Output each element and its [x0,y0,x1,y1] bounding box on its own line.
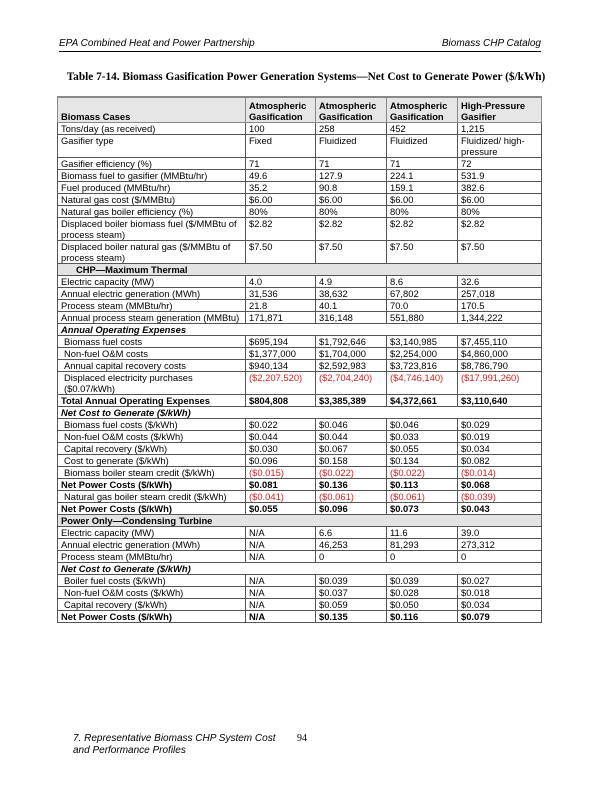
table-cell: $1,377,000 [246,348,316,360]
table-row [58,443,542,455]
table-cell: Biomass fuel costs ($/kWh) [58,419,246,431]
table-row [58,312,542,324]
table-cell: 80% [387,206,458,218]
table-cell: $0.029 [458,419,542,431]
table-row [58,491,542,503]
table-cell: 4.9 [316,276,387,288]
table-cell: $0.055 [387,443,458,455]
table-row [58,419,542,431]
footer-line-2: and Performance Profiles [73,745,186,756]
table-cell: 72 [458,158,542,170]
table-cell: ($2,207,520) [246,372,316,395]
table-row [58,135,542,158]
table-row [58,182,542,194]
table-cell: 170.5 [458,300,542,312]
table-row [58,300,542,312]
table-cell: Net Power Costs ($/kWh) [58,611,246,623]
table-cell: 70.0 [387,300,458,312]
section-header: Annual Operating Expenses [58,324,542,336]
table-cell: $0.068 [458,479,542,491]
table-cell: $0.059 [316,599,387,611]
table-cell: N/A [246,551,316,563]
section-header-chp: CHP—Maximum Thermal [58,264,542,276]
table-cell: Annual capital recovery costs [58,360,246,372]
table-row [58,551,542,563]
table-cell: Cost to generate ($/kWh) [58,455,246,467]
table-cell: $0.019 [458,431,542,443]
table-cell: $0.135 [316,611,387,623]
table-cell: 67,802 [387,288,458,300]
table-cell: $2.82 [387,218,458,241]
section-header-row [58,324,542,336]
table-cell: 0 [316,551,387,563]
table-cell: $3,110,640 [458,395,542,407]
table-cell: $0.073 [387,503,458,515]
table-cell: $0.096 [246,455,316,467]
table-cell: $6.00 [316,194,387,206]
table-cell: $0.030 [246,443,316,455]
table-cell: 452 [387,123,458,135]
table-cell: 224.1 [387,170,458,182]
table-cell: $0.043 [458,503,542,515]
table-cell: 551,880 [387,312,458,324]
table-cell: Net Power Costs ($/kWh) [58,479,246,491]
table-cell: Fluidized/ high-pressure [458,135,542,158]
table-cell: Process steam (MMBtu/hr) [58,300,246,312]
table-cell: $804,808 [246,395,316,407]
table-row [58,360,542,372]
column-header: Atmospheric Gasification [316,97,387,123]
table-cell: 35.2 [246,182,316,194]
table-cell: 80% [316,206,387,218]
table-row [58,276,542,288]
table-cell: Displaced electricity purchases ($0.07/kWh) [58,372,246,395]
table-cell: $3,140,985 [387,336,458,348]
header-right: Biomass CHP Catalog [441,38,541,49]
column-header: High-Pressure Gasifier [458,97,542,123]
table-cell: 382.6 [458,182,542,194]
table-cell: Natural gas boiler efficiency (%) [58,206,246,218]
table-cell: $0.113 [387,479,458,491]
table-cell: 80% [246,206,316,218]
table-row [58,479,542,491]
table-cell: 127.9 [316,170,387,182]
table-cell: N/A [246,599,316,611]
table-cell: ($0.022) [316,467,387,479]
table-cell: 4.0 [246,276,316,288]
table-cell: 11.6 [387,527,458,539]
table-header-row [58,97,542,123]
footer-line-1: 7. Representative Biomass CHP System Cost [73,733,276,744]
section-header: Net Cost to Generate ($/kWh) [58,563,542,575]
table-cell: 258 [316,123,387,135]
table-cell: N/A [246,527,316,539]
table-row [58,455,542,467]
table-cell: ($0.041) [246,491,316,503]
table-cell: $0.158 [316,455,387,467]
table-cell: $0.022 [246,419,316,431]
header-left: EPA Combined Heat and Power Partnership [59,38,255,49]
table-cell: $0.037 [316,587,387,599]
page-header [59,38,541,52]
table-cell: $695,194 [246,336,316,348]
table-cell: $0.050 [387,599,458,611]
table-cell: 31,536 [246,288,316,300]
table-cell: 159.1 [387,182,458,194]
table-row [58,218,542,241]
table-row [58,395,542,407]
table-row [58,467,542,479]
table-cell: $940,134 [246,360,316,372]
table-cell: Displaced boiler natural gas ($/MMBtu of process steam) [58,241,246,264]
table-cell: Net Power Costs ($/kWh) [58,503,246,515]
table-cell: ($0.015) [246,467,316,479]
table-cell: Electric capacity (MW) [58,276,246,288]
table-cell: 32.6 [458,276,542,288]
table-cell: $7,455,110 [458,336,542,348]
table-row [58,587,542,599]
table-cell: Non-fuel O&M costs ($/kWh) [58,587,246,599]
table-row [58,123,542,135]
column-header: Biomass Cases [58,97,246,123]
table-cell: $0.039 [387,575,458,587]
table-cell: ($0.014) [458,467,542,479]
table-cell: Non-fuel O&M costs ($/kWh) [58,431,246,443]
table-cell: $0.134 [387,455,458,467]
table-cell: N/A [246,611,316,623]
table-row [58,611,542,623]
table-row [58,158,542,170]
table-cell: ($0.039) [458,491,542,503]
table-cell: $8,786,790 [458,360,542,372]
table-cell: $0.028 [387,587,458,599]
table-cell: $7.50 [458,241,542,264]
table-cell: 46,253 [316,539,387,551]
table-cell: 80% [458,206,542,218]
table-cell: Capital recovery ($/kWh) [58,443,246,455]
table-cell: $7.50 [387,241,458,264]
table-cell: Annual process steam generation (MMBtu) [58,312,246,324]
table-cell: Boiler fuel costs ($/kWh) [58,575,246,587]
table-cell: Biomass fuel to gasifier (MMBtu/hr) [58,170,246,182]
section-header-row [58,515,542,527]
page-number: 94 [297,733,307,744]
table-cell: Annual electric generation (MWh) [58,539,246,551]
section-header-row [58,264,542,276]
table-row [58,372,542,395]
table-cell: $4,860,000 [458,348,542,360]
table-cell: ($0.061) [387,491,458,503]
table-cell: $4,372,661 [387,395,458,407]
table-cell: $2.82 [316,218,387,241]
table-cell: Annual electric generation (MWh) [58,288,246,300]
table-cell: 21.8 [246,300,316,312]
table-cell: $2,254,000 [387,348,458,360]
table-cell: $0.034 [458,443,542,455]
table-cell: $0.079 [458,611,542,623]
table-row [58,431,542,443]
table-cell: Fluidized [316,135,387,158]
table-cell: $0.096 [316,503,387,515]
table-cell: $0.082 [458,455,542,467]
table-cell: Tons/day (as received) [58,123,246,135]
table-cell: $0.044 [246,431,316,443]
table-row [58,194,542,206]
table-cell: Process steam (MMBtu/hr) [58,551,246,563]
table-cell: $0.116 [387,611,458,623]
table-cell: $7.50 [316,241,387,264]
table-cell: 71 [246,158,316,170]
table-cell: Fixed [246,135,316,158]
table-cell: 171,871 [246,312,316,324]
table-cell: $3,723,816 [387,360,458,372]
table-cell: ($17,991,260) [458,372,542,395]
table-row [58,348,542,360]
table-cell: 38,632 [316,288,387,300]
table-cell: 90.8 [316,182,387,194]
section-header: Power Only—Condensing Turbine [58,515,542,527]
table-cell: $1,792,646 [316,336,387,348]
table-cell: $0.136 [316,479,387,491]
table-title: Table 7-14. Biomass Gasification Power Generation Systems—Net Cost to Generate Power ($/kWh) [66,71,546,83]
table-row [58,170,542,182]
column-header: Atmospheric Gasification [246,97,316,123]
table-cell: Gasifier efficiency (%) [58,158,246,170]
table-row [58,539,542,551]
table-cell: $6.00 [387,194,458,206]
table-cell: Displaced boiler biomass fuel ($/MMBtu of process steam) [58,218,246,241]
table-cell: 316,148 [316,312,387,324]
table-cell: $0.046 [316,419,387,431]
table-cell: 531.9 [458,170,542,182]
table-cell: $0.018 [458,587,542,599]
table-cell: $0.081 [246,479,316,491]
table-cell: $0.034 [458,599,542,611]
table-row [58,241,542,264]
table-cell: ($4,746,140) [387,372,458,395]
table-row [58,503,542,515]
section-header-row [58,407,542,419]
table-cell: $0.046 [387,419,458,431]
table-row [58,527,542,539]
table-cell: $6.00 [458,194,542,206]
table-cell: $2,592,983 [316,360,387,372]
table-cell: $2.82 [246,218,316,241]
table-cell: ($0.022) [387,467,458,479]
table-cell: 0 [458,551,542,563]
table-cell: $0.055 [246,503,316,515]
table-cell: $1,704,000 [316,348,387,360]
table-cell: 81,293 [387,539,458,551]
table-cell: $7.50 [246,241,316,264]
table-cell: Natural gas cost ($/MMBtu) [58,194,246,206]
table-cell: Capital recovery ($/kWh) [58,599,246,611]
table-cell: 71 [387,158,458,170]
table-cell: $0.039 [316,575,387,587]
table-cell: 273,312 [458,539,542,551]
table-row [58,206,542,218]
table-cell: 0 [387,551,458,563]
table-cell: $3,385,389 [316,395,387,407]
table-cell: N/A [246,575,316,587]
table-cell: 49.6 [246,170,316,182]
table-cell: ($2,704,240) [316,372,387,395]
column-header: Atmospheric Gasification [387,97,458,123]
table-row [58,599,542,611]
table-cell: Biomass fuel costs [58,336,246,348]
table-cell: Biomass boiler steam credit ($/kWh) [58,467,246,479]
table-cell: $0.033 [387,431,458,443]
table-cell: N/A [246,539,316,551]
cost-table [57,96,542,623]
table-cell: Gasifier type [58,135,246,158]
table-cell: 1,344,222 [458,312,542,324]
table-cell: Fuel produced (MMBtu/hr) [58,182,246,194]
table-cell: $2.82 [458,218,542,241]
table-cell: Total Annual Operating Expenses [58,395,246,407]
section-header: Net Cost to Generate ($/kWh) [58,407,542,419]
table-cell: N/A [246,587,316,599]
table-cell: 39.0 [458,527,542,539]
table-cell: 71 [316,158,387,170]
table-cell: ($0.061) [316,491,387,503]
table-cell: 40.1 [316,300,387,312]
table-cell: Fluidized [387,135,458,158]
table-cell: $0.067 [316,443,387,455]
table-row [58,336,542,348]
table-cell: 1,215 [458,123,542,135]
table-cell: Non-fuel O&M costs [58,348,246,360]
section-header-row [58,563,542,575]
table-row [58,288,542,300]
table-cell: 100 [246,123,316,135]
table-cell: $0.044 [316,431,387,443]
table-cell: 8.6 [387,276,458,288]
table-cell: 6.6 [316,527,387,539]
table-cell: 257,018 [458,288,542,300]
table-cell: $6.00 [246,194,316,206]
table-cell: Electric capacity (MW) [58,527,246,539]
table-cell: Natural gas boiler steam credit ($/kWh) [58,491,246,503]
footer-section [73,733,275,757]
table-row [58,575,542,587]
table-cell: $0.027 [458,575,542,587]
